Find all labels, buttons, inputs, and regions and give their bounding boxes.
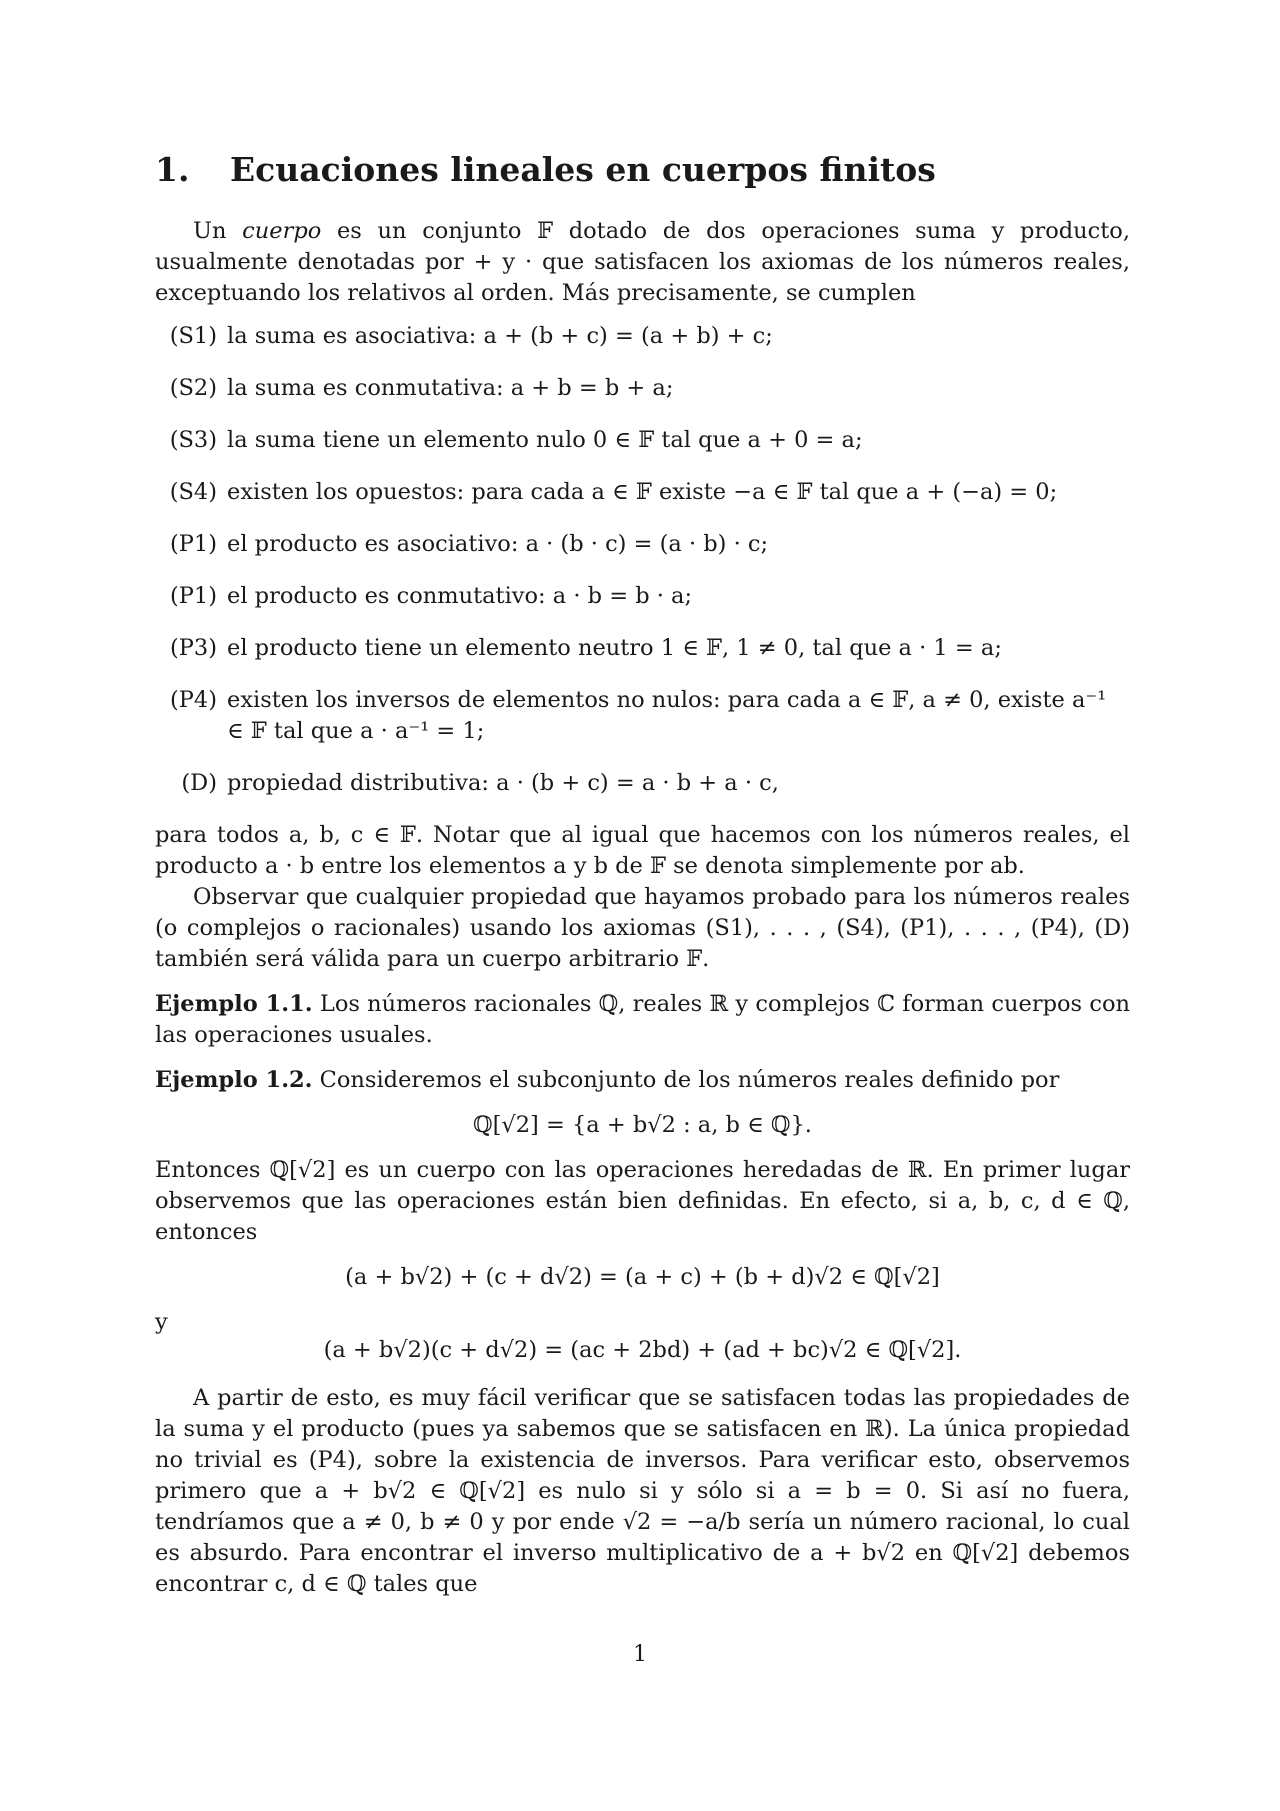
axiom-label: (P1): [169, 583, 217, 609]
axiom-label: (P4): [169, 687, 217, 713]
example-2: [155, 1065, 1130, 1096]
axiom-item: [155, 768, 1130, 799]
axiom-text: el producto tiene un elemento neutro 1 ∈ 𝔽, 1 ≠ 0, tal que a · 1 = a;: [227, 635, 1002, 661]
final-paragraph: A partir de esto, es muy fácil verificar que se satisfacen todas las propiedades de la suma y el producto (pues ya sabemos que se satisfacen en ℝ). La única propiedad no trivial es (P4), sobre la existencia de inversos. Para verificar esto, observemos primero que a + b√2 ∈ ℚ[√2] es nulo si y sólo si a = b = 0. Si así no fuera, tendríamos que a ≠ 0, b ≠ 0 y por ende √2 = −a/b sería un número racional, lo cual es absurdo. Para encontrar el inverso multiplicativo de a + b√2 en ℚ[√2] debemos encontrar c, d ∈ ℚ tales que: [155, 1385, 1130, 1597]
axiom-text: el producto es asociativo: a · (b · c) = (a · b) · c;: [227, 531, 769, 557]
axiom-item: [155, 477, 1130, 508]
section-heading: [155, 150, 1130, 190]
page-number: 1: [633, 1642, 647, 1667]
after-axioms-paragraph: para todos a, b, c ∈ 𝔽. Notar que al igual que hacemos con los números reales, el producto a · b entre los elementos a y b de 𝔽 se denota simplemente por ab.: [155, 822, 1130, 879]
axiom-label: (D): [181, 770, 217, 796]
display-equation-product-block: [155, 1307, 1130, 1369]
axiom-text: propiedad distributiva: a · (b + c) = a · b + a · c,: [227, 770, 779, 796]
intro-paragraph: [155, 216, 1130, 309]
axiom-item: [155, 321, 1130, 352]
observation-paragraph: Observar que cualquier propiedad que hayamos probado para los números reales (o complejos o racionales) usando los axiomas (S1), . . . , (S4), (P1), . . . , (P4), (D) también será válida para un cuerpo arbitrario 𝔽.: [155, 884, 1130, 972]
example-2-label: Ejemplo 1.2.: [155, 1067, 313, 1093]
axiom-item: [155, 633, 1130, 664]
axiom-text: la suma tiene un elemento nulo 0 ∈ 𝔽 tal que a + 0 = a;: [227, 427, 863, 453]
axiom-label: (S3): [169, 427, 217, 453]
intro-text-b: es un conjunto 𝔽 dotado de dos operaciones suma y producto, usualmente denotadas por + y · que satisfacen los axiomas de los números reales, exceptuando los relativos al orden. Más precisamente, se cumplen: [155, 218, 1130, 306]
example-1: [155, 989, 1130, 1051]
example-1-text: Los números racionales ℚ, reales ℝ y complejos ℂ forman cuerpos con las operaciones usuales.: [155, 991, 1130, 1048]
axiom-item: [155, 685, 1130, 747]
page-body: [155, 140, 1130, 1600]
display-equation-set: ℚ[√2] = {a + b√2 : a, b ∈ ℚ}.: [473, 1112, 812, 1138]
axiom-text: la suma es conmutativa: a + b = b + a;: [227, 375, 674, 401]
axiom-text: existen los inversos de elementos no nulos: para cada a ∈ 𝔽, a ≠ 0, existe a⁻¹ ∈ 𝔽 tal que a · a⁻¹ = 1;: [227, 687, 1107, 744]
axiom-item: [155, 581, 1130, 612]
axiom-item: [155, 425, 1130, 456]
intro-text-a: Un: [193, 218, 243, 244]
display-equation-sum: (a + b√2) + (c + d√2) = (a + c) + (b + d)√2 ∈ ℚ[√2]: [345, 1264, 940, 1290]
axiom-label: (S1): [169, 323, 217, 349]
axiom-label: (S4): [169, 479, 217, 505]
section-title: Ecuaciones lineales en cuerpos finitos: [230, 150, 936, 189]
example-1-label: Ejemplo 1.1.: [155, 991, 313, 1017]
axiom-label: (P1): [169, 531, 217, 557]
section-number: 1.: [155, 150, 190, 189]
example-2-text: Consideremos el subconjunto de los números reales definido por: [312, 1067, 1060, 1093]
axiom-list: [155, 321, 1130, 799]
axiom-text: la suma es asociativa: a + (b + c) = (a + b) + c;: [227, 323, 773, 349]
intro-term: cuerpo: [242, 218, 322, 244]
conjunction-y: y: [155, 1309, 168, 1335]
display-equation-product: (a + b√2)(c + d√2) = (ac + 2bd) + (ad + bc)√2 ∈ ℚ[√2].: [323, 1337, 962, 1363]
axiom-text: el producto es conmutativo: a · b = b · a;: [227, 583, 693, 609]
axiom-label: (S2): [169, 375, 217, 401]
axiom-text: existen los opuestos: para cada a ∈ 𝔽 existe −a ∈ 𝔽 tal que a + (−a) = 0;: [227, 479, 1058, 505]
axiom-item: [155, 529, 1130, 560]
example-2-paragraph: Entonces ℚ[√2] es un cuerpo con las operaciones heredadas de ℝ. En primer lugar observemos que las operaciones están bien definidas. En efecto, si a, b, c, d ∈ ℚ, entonces: [155, 1157, 1130, 1245]
axiom-label: (P3): [169, 635, 217, 661]
axiom-item: [155, 373, 1130, 404]
